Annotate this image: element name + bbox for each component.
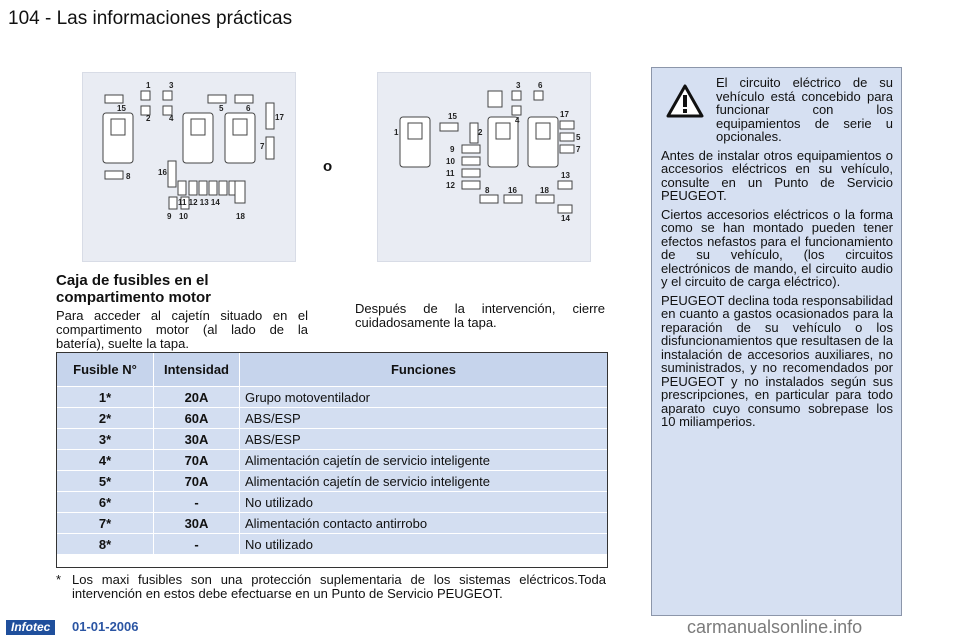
- section-intro: Para acceder al cajetín situado en el compartimento motor (al lado de la batería), suelte la tapa.: [56, 308, 308, 351]
- infotec-logo: Infotec: [6, 620, 55, 635]
- right-label-3: 3: [516, 81, 521, 90]
- warning-paragraph-3: Ciertos accesorios eléctricos o la forma como se han montado pueden tener efectos nefastos para el funcionamiento de su vehículo, (los circuitos electrónicos de mando, el circuito audio y el circuito de carga eléctrico).: [661, 206, 893, 289]
- table-row: [57, 513, 608, 534]
- left-label-16: 16: [158, 168, 167, 177]
- fuse-function: No utilizado: [240, 534, 608, 555]
- fuse-function: ABS/ESP: [240, 408, 608, 429]
- page-header: [8, 8, 292, 30]
- fuse-table: [56, 352, 608, 555]
- left-label-2: 2: [146, 114, 151, 123]
- right-label-5: 5: [576, 133, 581, 142]
- watermark: carmanualsonline.info: [687, 617, 863, 637]
- fuse-box-left-drawing: [83, 73, 295, 261]
- fuse-number: 7*: [57, 513, 154, 534]
- left-label-6: 6: [246, 104, 251, 113]
- left-label-9: 9: [167, 212, 172, 221]
- fuse-box-diagram-right: [377, 72, 591, 262]
- header-fuse-number: Fusible N°: [57, 353, 154, 387]
- table-row: [57, 429, 608, 450]
- left-label-18: 18: [236, 212, 245, 221]
- warning-triangle-icon: [666, 84, 704, 121]
- fuse-function: No utilizado: [240, 492, 608, 513]
- warning-paragraph-1: El circuito eléctrico de su vehículo está concebido para funcionar con los equipamientos de serie u opcionales.: [716, 75, 893, 144]
- table-row: [57, 471, 608, 492]
- fuse-number: 3*: [57, 429, 154, 450]
- fuse-function: Grupo motoventilador: [240, 387, 608, 408]
- left-label-1: 1: [146, 81, 151, 90]
- table-row: [57, 450, 608, 471]
- right-label-17: 17: [560, 110, 569, 119]
- right-label-2: 2: [478, 128, 483, 137]
- fuse-function: ABS/ESP: [240, 429, 608, 450]
- fuse-number: 6*: [57, 492, 154, 513]
- diagram-or-separator: o: [323, 158, 333, 175]
- fuse-intensity: 20A: [154, 387, 240, 408]
- fuse-number: 2*: [57, 408, 154, 429]
- warning-paragraph-2: Antes de instalar otros equipamientos o accesorios eléctricos en su vehículo, consulte en un Punto de Servicio PEUGEOT.: [661, 147, 893, 203]
- left-label-4: 4: [169, 114, 174, 123]
- footnote-star: *: [56, 572, 62, 587]
- header-functions: Funciones: [240, 353, 608, 387]
- left-label-15: 15: [117, 104, 126, 113]
- header-intensity: Intensidad: [154, 353, 240, 387]
- right-label-12: 12: [446, 181, 455, 190]
- warning-paragraph-4: PEUGEOT declina toda responsabilidad en cuanto a gastos ocasionados para la reparación de su vehículo o los disfuncionamientos que resultasen de la instalación de accesorios auxiliares, no suministrados, y no recomendados por PEUGEOT y no instalados según sus prescripciones, en particular para todo aparato cuyo consumo sobrepase los 10 miliamperios.: [661, 292, 893, 429]
- fuse-number: 4*: [57, 450, 154, 471]
- fuse-number: 5*: [57, 471, 154, 492]
- fuse-table-header: [57, 353, 608, 387]
- table-row: [57, 408, 608, 429]
- fuse-intensity: 30A: [154, 513, 240, 534]
- right-label-18: 18: [540, 186, 549, 195]
- fuse-function: Alimentación cajetín de servicio inteligente: [240, 471, 608, 492]
- fuse-intensity: -: [154, 492, 240, 513]
- header-separator: -: [44, 8, 52, 29]
- footer-date: 01-01-2006: [72, 619, 139, 634]
- left-label-5: 5: [219, 104, 224, 113]
- right-label-7: 7: [576, 145, 581, 154]
- right-label-15: 15: [448, 112, 457, 121]
- right-label-13: 13: [561, 171, 570, 180]
- fuse-intensity: 60A: [154, 408, 240, 429]
- left-label-17: 17: [275, 113, 284, 122]
- table-row: [57, 534, 608, 555]
- table-row: [57, 387, 608, 408]
- page-title: Las informaciones prácticas: [56, 8, 293, 29]
- left-label-11-14: 11 12 13 14: [178, 198, 220, 207]
- footnote: [56, 573, 606, 601]
- footnote-text: Los maxi fusibles son una protección suplementaria de los sistemas eléctricos.Toda intervención en estos debe efectuarse en un Punto de Servicio PEUGEOT.: [72, 572, 606, 601]
- left-label-7: 7: [260, 142, 265, 151]
- left-label-10: 10: [179, 212, 188, 221]
- left-label-8: 8: [126, 172, 131, 181]
- page-number: 104: [8, 8, 40, 29]
- right-label-6: 6: [538, 81, 543, 90]
- fuse-number: 8*: [57, 534, 154, 555]
- fuse-intensity: 70A: [154, 450, 240, 471]
- right-label-10: 10: [446, 157, 455, 166]
- fuse-function: Alimentación contacto antirrobo: [240, 513, 608, 534]
- right-label-1: 1: [394, 128, 399, 137]
- warning-box: [651, 67, 902, 616]
- right-label-9: 9: [450, 145, 455, 154]
- fuse-box-diagram-left: [82, 72, 296, 262]
- fuse-number: 1*: [57, 387, 154, 408]
- right-label-4: 4: [515, 116, 520, 125]
- fuse-intensity: -: [154, 534, 240, 555]
- left-label-3: 3: [169, 81, 174, 90]
- section-after-note: Después de la intervención, cierre cuidadosamente la tapa.: [355, 301, 605, 330]
- fuse-intensity: 70A: [154, 471, 240, 492]
- section-title: Caja de fusibles en el compartimento motor: [56, 272, 212, 306]
- table-row: [57, 492, 608, 513]
- right-label-8: 8: [485, 186, 490, 195]
- fuse-function: Alimentación cajetín de servicio inteligente: [240, 450, 608, 471]
- fuse-box-right-drawing: [378, 73, 590, 261]
- right-label-14: 14: [561, 214, 570, 223]
- right-label-11: 11: [446, 169, 455, 178]
- fuse-intensity: 30A: [154, 429, 240, 450]
- right-label-16: 16: [508, 186, 517, 195]
